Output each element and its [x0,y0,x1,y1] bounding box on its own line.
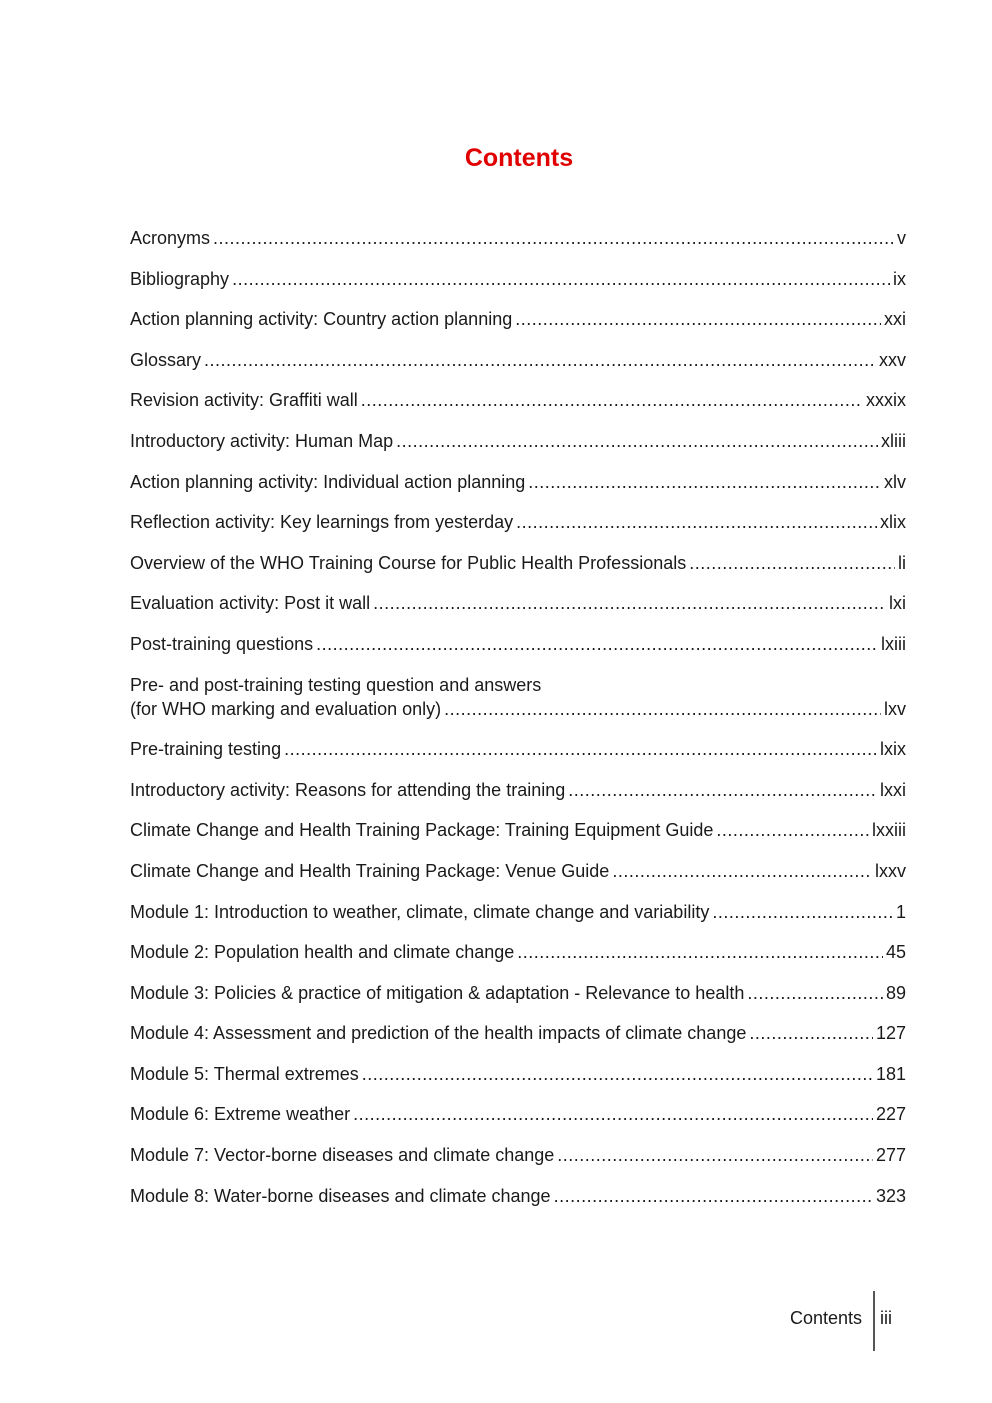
toc-entry-label: Module 3: Policies & practice of mitigation & adaptation - Relevance to health [130,982,745,1003]
toc-entry[interactable] [130,673,906,721]
toc-entry[interactable] [130,940,906,964]
toc-entry-page: lxxiii [872,820,906,841]
dot-leader [373,591,886,615]
toc-entry-page: li [898,552,906,573]
toc-entry-label: Revision activity: Graffiti wall [130,390,358,411]
toc-entry[interactable] [130,818,906,842]
dot-leader [204,348,876,372]
footer-page-number: iii [880,1308,892,1328]
toc-entry[interactable] [130,510,906,534]
dot-leader [353,1102,873,1126]
dot-leader [316,632,878,656]
toc-entry[interactable] [130,348,906,372]
toc-entry-page: 227 [875,1104,906,1125]
toc-entry[interactable] [130,551,906,575]
toc-entry-page: lxxv [875,860,906,881]
toc-entry-page: 1 [895,901,906,922]
dot-leader [516,510,877,534]
footer-divider [873,1291,875,1351]
toc-entry[interactable] [130,778,906,802]
toc-entry-page: ix [893,268,906,289]
toc-entry-label: Climate Change and Health Training Package: Training Equipment Guide [130,820,714,841]
toc-entry-label: Reflection activity: Key learnings from yesterday [130,512,514,533]
toc-entry-page: xlv [884,471,906,492]
dot-leader [515,307,881,331]
toc-entry-label: Evaluation activity: Post it wall [130,593,371,614]
toc-entry-page: 277 [875,1145,906,1166]
dot-leader [689,551,895,575]
table-of-contents [130,226,906,1224]
toc-entry-page: xxxix [866,390,906,411]
toc-entry-page: v [897,228,906,248]
dot-leader [568,778,877,802]
footer-section-label: Contents [789,1308,862,1328]
toc-entry-label: Module 7: Vector-borne diseases and climate change [130,1145,555,1166]
toc-entry-label: Module 2: Population health and climate change [130,942,515,963]
toc-entry[interactable] [130,981,906,1005]
toc-entry[interactable] [130,226,906,250]
toc-entry-label: Bibliography [130,268,230,289]
toc-entry[interactable] [130,859,906,883]
toc-entry-label: Action planning activity: Country action planning [130,309,513,330]
toc-entry-page: 323 [875,1185,906,1206]
toc-entry-page: lxi [889,593,906,614]
toc-entry[interactable] [130,470,906,494]
toc-entry[interactable] [130,267,906,291]
dot-leader [557,1143,873,1167]
toc-entry-label: Acronyms [130,228,211,248]
toc-entry-page: xxi [884,309,906,330]
dot-leader [749,1021,873,1045]
toc-entry-label-line1: Pre- and post-training testing question and answers [130,674,542,695]
toc-entry[interactable] [130,900,906,924]
dot-leader [213,226,894,250]
toc-entry-label: Pre-training testing [130,739,282,760]
dot-leader [528,470,881,494]
toc-entry[interactable] [130,1062,906,1086]
toc-entry-page: xlix [880,512,906,533]
toc-entry-page: lxxi [880,779,906,800]
toc-entry-label: Action planning activity: Individual action planning [130,471,526,492]
toc-entry[interactable] [130,737,906,761]
toc-entry-label: Module 4: Assessment and prediction of the health impacts of climate change [130,1023,747,1044]
dot-leader [361,388,863,412]
toc-entry-label: Module 6: Extreme weather [130,1104,351,1125]
toc-entry[interactable] [130,1021,906,1045]
page-title: Contents [464,144,574,172]
dot-leader [712,900,893,924]
toc-entry-page: 127 [875,1023,906,1044]
toc-entry[interactable] [130,1102,906,1126]
dot-leader [284,737,877,761]
toc-entry-label: Glossary [130,349,202,370]
dot-leader [232,267,890,291]
toc-entry-page: 89 [885,982,906,1003]
toc-entry[interactable] [130,1143,906,1167]
toc-entry[interactable] [130,429,906,453]
toc-entry-page: xxv [879,349,906,370]
toc-entry-page: lxix [880,739,906,760]
dot-leader [396,429,878,453]
dot-leader [444,697,881,721]
dot-leader [716,818,869,842]
dot-leader [747,981,883,1005]
toc-entry-page: xliii [881,430,906,451]
toc-entry[interactable] [130,307,906,331]
dot-leader [612,859,872,883]
dot-leader [554,1184,873,1208]
toc-entry-label: Overview of the WHO Training Course for Public Health Professionals [130,552,687,573]
toc-entry[interactable] [130,591,906,615]
toc-entry-label: Post-training questions [130,633,314,654]
toc-entry[interactable] [130,1184,906,1208]
toc-entry[interactable] [130,632,906,656]
dot-leader [517,940,883,964]
toc-entry-page: 45 [885,942,906,963]
toc-entry-label: Climate Change and Health Training Package: Venue Guide [130,860,610,881]
toc-entry-page: 181 [875,1063,906,1084]
toc-entry-label: (for WHO marking and evaluation only) [130,698,442,719]
dot-leader [362,1062,873,1086]
toc-entry-label: Module 5: Thermal extremes [130,1063,359,1084]
toc-entry-page: lxv [884,698,906,719]
toc-entry-label: Introductory activity: Human Map [130,430,394,451]
toc-entry-label: Module 8: Water-borne diseases and climate change [130,1185,551,1206]
toc-entry-label: Module 1: Introduction to weather, climate, climate change and variability [130,901,710,922]
toc-entry-page: lxiii [881,633,906,654]
toc-entry[interactable] [130,388,906,412]
toc-entry-label: Introductory activity: Reasons for attending the training [130,779,566,800]
